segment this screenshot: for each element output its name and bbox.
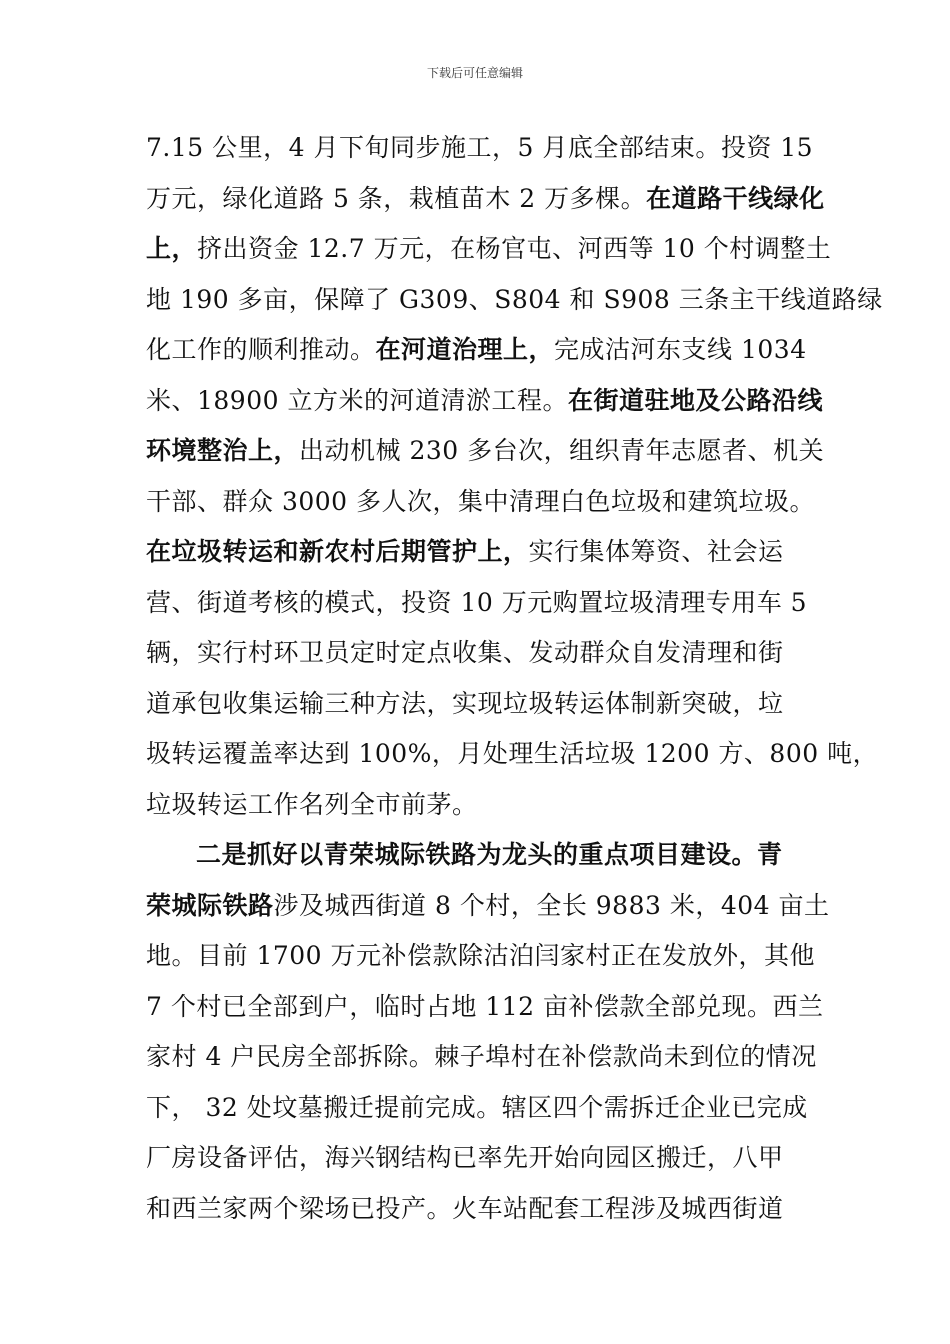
- bold-text-run: 在垃圾转运和新农村后期管护上，: [146, 537, 529, 566]
- text-run: 7.15 公里，4 月下旬同步施工，5 月底全部结束。投资 15: [146, 133, 814, 162]
- text-run: 万元，绿化道路 5 条，栽植苗木 2 万多棵。: [146, 183, 647, 213]
- text-run: 圾转运覆盖率达到 100%，月处理生活垃圾 1200 方、800 吨，: [146, 739, 879, 768]
- text-line: [146, 936, 826, 987]
- text-line: [146, 1138, 826, 1189]
- text-run: 厂房设备评估，海兴钢结构已率先开始向园区搬迁，八甲: [146, 1143, 784, 1172]
- text-run: 7 个村已全部到户，临时占地 112 亩补偿款全部兑现。西兰: [146, 991, 824, 1021]
- text-line: [146, 633, 826, 684]
- text-line: [146, 431, 826, 482]
- text-line: [146, 1037, 826, 1088]
- bold-text-run: 在河道治理上，: [375, 335, 555, 364]
- text-line: [146, 583, 826, 634]
- text-run: 下， 32 处坟墓搬迁提前完成。辖区四个需拆迁企业已完成: [146, 1092, 808, 1122]
- text-run: 干部、群众 3000 多人次，集中清理白色垃圾和建筑垃圾。: [146, 486, 816, 516]
- text-run: 辆，实行村环卫员定时定点收集、发动群众自发清理和街: [146, 638, 784, 667]
- text-line: [146, 179, 826, 230]
- text-run: 化工作的顺利推动。: [146, 335, 376, 364]
- text-run: 家村 4 户民房全部拆除。棘子埠村在补偿款尚未到位的情况: [146, 1042, 817, 1071]
- page-header: 下载后可任意编辑: [426, 66, 523, 80]
- text-line: [146, 1189, 826, 1240]
- text-run: 地。目前 1700 万元补偿款除沽泊闫家村正在发放外，其他: [146, 941, 816, 970]
- bold-text-run: 在街道驻地及公路沿线: [567, 385, 823, 415]
- bold-text-run: 环境整治上，: [146, 436, 300, 465]
- text-run: 道承包收集运输三种方法，实现垃圾转运体制新突破，垃: [146, 688, 784, 718]
- text-line: [146, 532, 826, 583]
- bold-text-run: 二是抓好以青荣城际铁路为龙头的重点项目建设。青: [196, 840, 783, 869]
- text-line: [146, 381, 826, 432]
- text-run: 实行集体筹资、社会运: [528, 537, 784, 566]
- bold-text-run: 上，: [146, 234, 198, 263]
- text-line: [146, 229, 832, 280]
- text-line: [146, 886, 830, 937]
- text-line: [146, 734, 879, 785]
- text-line: [146, 280, 883, 331]
- text-run: 营、街道考核的模式，投资 10 万元购置垃圾清理专用车 5: [146, 587, 808, 617]
- text-line: [146, 684, 826, 735]
- text-run: 和西兰家两个梁场已投产。火车站配套工程涉及城西街道: [146, 1193, 784, 1223]
- text-run: 出动机械 230 多台次，组织青年志愿者、机关: [299, 436, 825, 465]
- bold-text-run: 在道路干线绿化: [646, 183, 825, 213]
- text-run: 垃圾转运工作名列全市前茅。: [146, 789, 478, 819]
- text-line: [146, 1088, 826, 1139]
- text-line: [146, 482, 826, 533]
- text-line: [146, 987, 826, 1038]
- text-line: [146, 785, 826, 836]
- text-run: 挤出资金 12.7 万元，在杨官屯、河西等 10 个村调整土: [197, 234, 832, 263]
- text-line: [146, 835, 826, 886]
- text-line: [146, 330, 826, 381]
- text-run: 米、18900 立方米的河道清淤工程。: [146, 385, 568, 415]
- document-body: [146, 128, 883, 1239]
- text-run: 地 190 多亩，保障了 G309、S804 和 S908 三条主干线道路绿: [146, 284, 883, 314]
- text-run: 涉及城西街道 8 个村，全长 9883 米，404 亩土: [273, 890, 830, 920]
- bold-text-run: 荣城际铁路: [146, 890, 274, 920]
- text-run: 完成沽河东支线 1034: [554, 335, 807, 364]
- text-line: [146, 128, 826, 179]
